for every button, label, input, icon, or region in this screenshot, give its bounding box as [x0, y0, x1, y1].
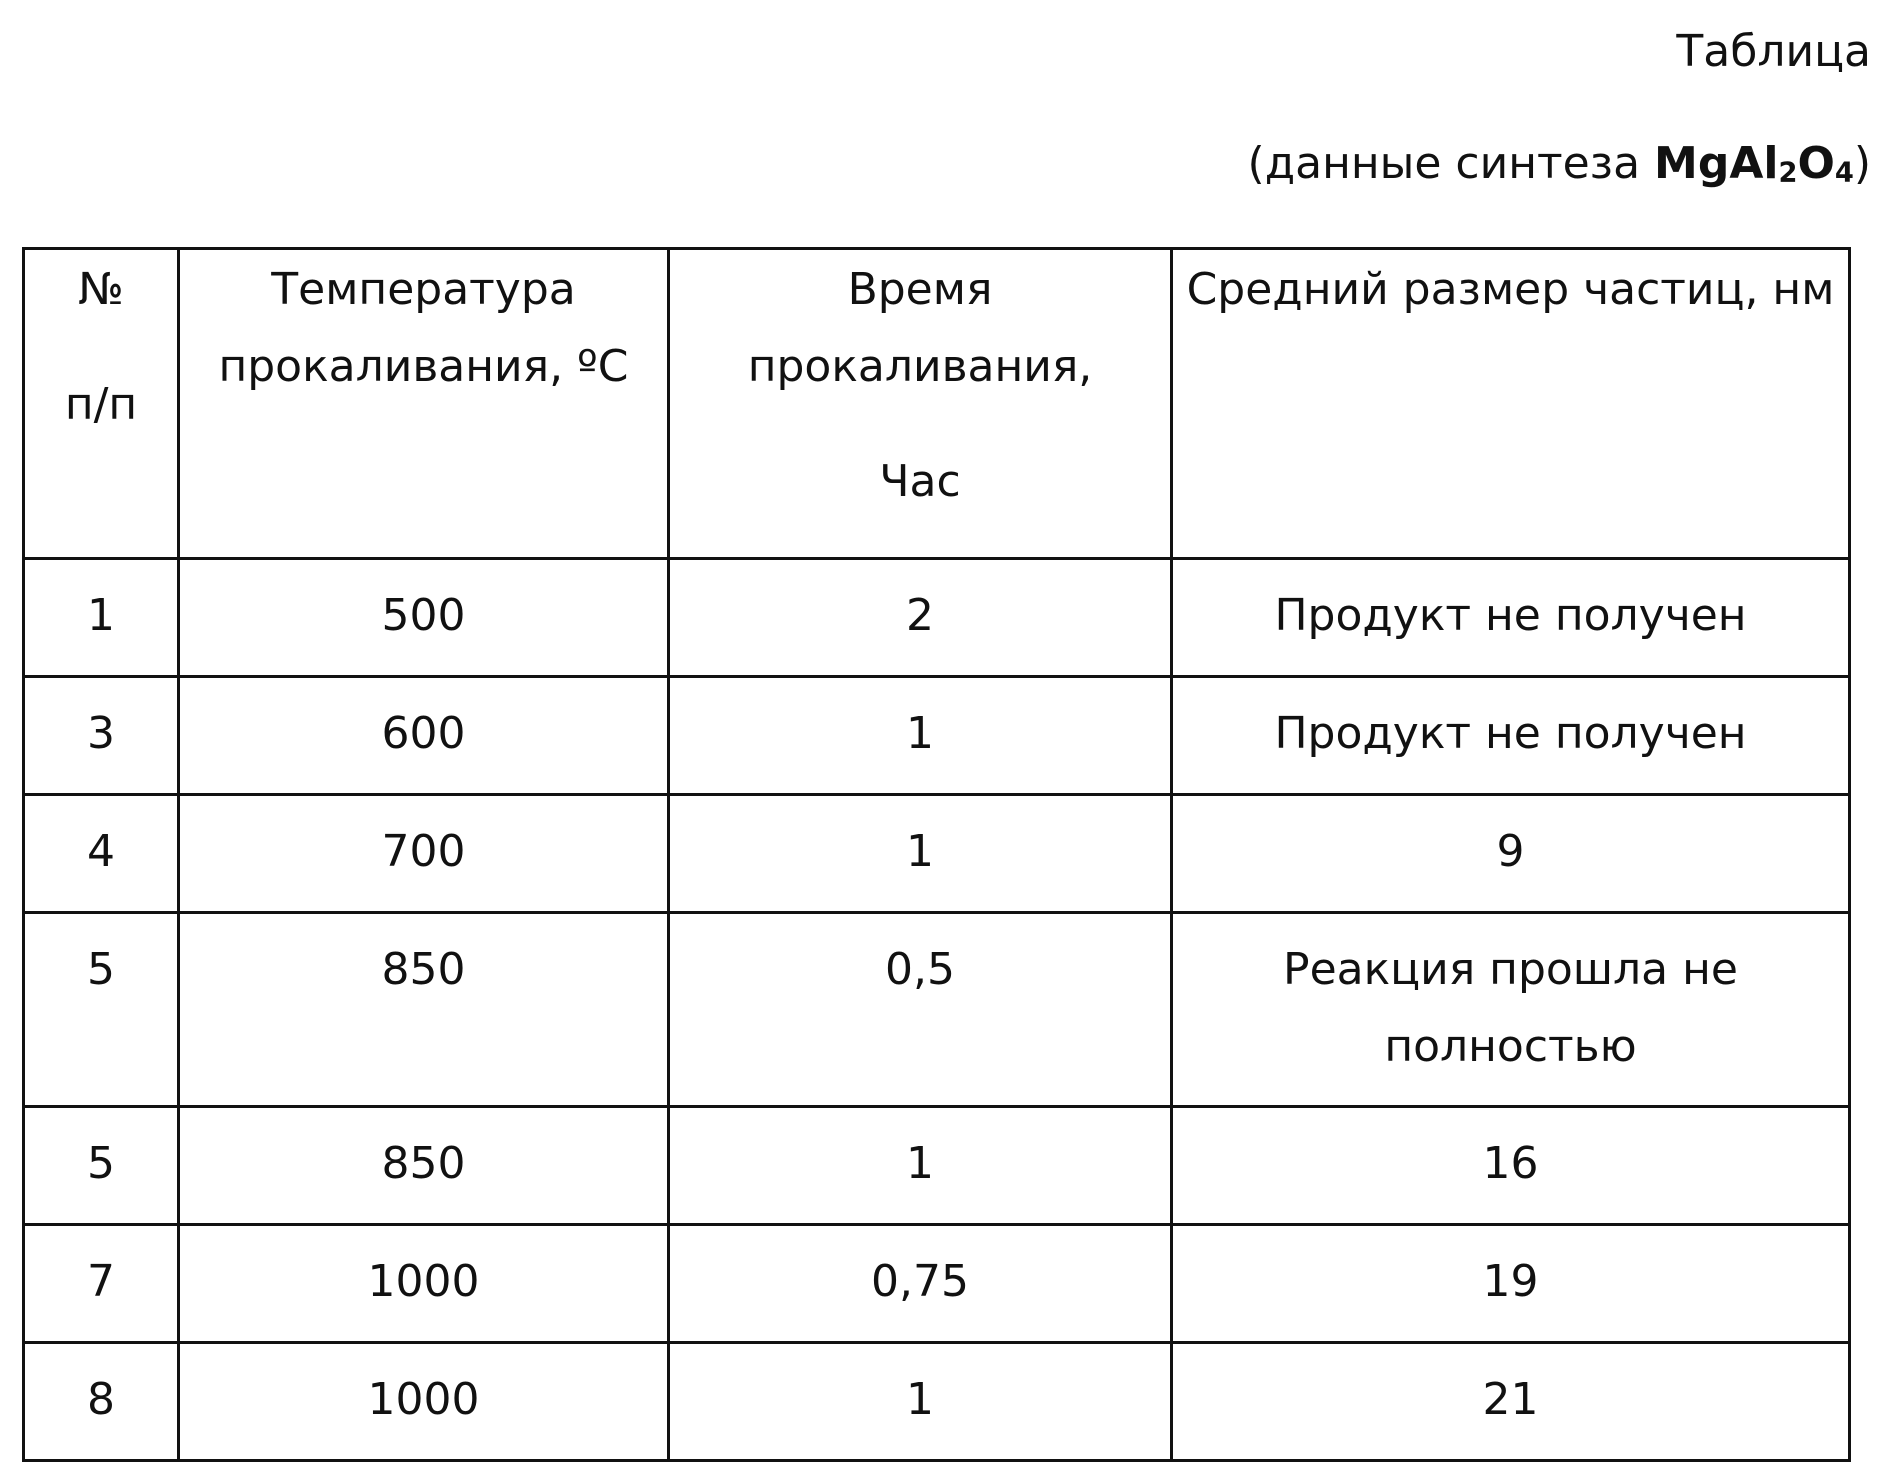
cell-num: 8: [24, 1343, 179, 1461]
result-line: Реакция прошла не: [1283, 944, 1738, 995]
cell-temperature: 850: [179, 913, 669, 1107]
cell-temperature: 850: [179, 1107, 669, 1225]
cell-time: 1: [669, 1107, 1172, 1225]
header-temperature: Температура прокаливания, ºС: [179, 249, 669, 559]
cell-particle-size: [1172, 559, 1850, 677]
table-row: [24, 1225, 1850, 1343]
cell-particle-size: [1172, 677, 1850, 795]
cell-particle-size: [1172, 913, 1850, 1107]
formula-subscript-2: 4: [1834, 157, 1854, 189]
cell-time: 1: [669, 1343, 1172, 1461]
formula-subscript-1: 2: [1778, 157, 1798, 189]
result-line: полностью: [1384, 1021, 1637, 1072]
table-row: [24, 1343, 1850, 1461]
table-row: [24, 795, 1850, 913]
cell-temperature: 1000: [179, 1343, 669, 1461]
cell-temperature: 1000: [179, 1225, 669, 1343]
cell-time: 0,5: [669, 913, 1172, 1107]
header-time: Время прокаливания, Час: [669, 249, 1172, 559]
cell-num: 7: [24, 1225, 179, 1343]
table-header-row: [24, 249, 1850, 559]
table-caption-subtitle: [1247, 138, 1871, 189]
header-particle-size: Средний размер частиц, нм: [1172, 249, 1850, 559]
cell-temperature: 700: [179, 795, 669, 913]
cell-num: 4: [24, 795, 179, 913]
table-row: [24, 913, 1850, 1107]
cell-num: 1: [24, 559, 179, 677]
cell-temperature: 600: [179, 677, 669, 795]
cell-num: 3: [24, 677, 179, 795]
result-line: 16: [1482, 1138, 1539, 1189]
cell-time: 0,75: [669, 1225, 1172, 1343]
cell-time: 1: [669, 677, 1172, 795]
table-row: [24, 1107, 1850, 1225]
chemical-formula: [1654, 138, 1854, 189]
result-line: 21: [1482, 1374, 1539, 1425]
table-body: [24, 559, 1850, 1461]
table-row: [24, 677, 1850, 795]
cell-time: 1: [669, 795, 1172, 913]
cell-num: 5: [24, 913, 179, 1107]
synthesis-data-table: [22, 247, 1851, 1462]
result-line: Продукт не получен: [1274, 590, 1747, 641]
result-line: 9: [1496, 826, 1525, 877]
cell-temperature: 500: [179, 559, 669, 677]
subtitle-suffix: ): [1853, 138, 1871, 189]
header-num: № п/п: [24, 249, 179, 559]
subtitle-prefix: (данные синтеза: [1247, 138, 1655, 189]
formula-part-1: MgAl: [1654, 138, 1779, 189]
cell-time: 2: [669, 559, 1172, 677]
formula-part-2: O: [1797, 138, 1835, 189]
result-line: Продукт не получен: [1274, 708, 1747, 759]
cell-particle-size: [1172, 1343, 1850, 1461]
result-line: 19: [1482, 1256, 1539, 1307]
table-row: [24, 559, 1850, 677]
cell-particle-size: [1172, 795, 1850, 913]
cell-num: 5: [24, 1107, 179, 1225]
cell-particle-size: [1172, 1107, 1850, 1225]
cell-particle-size: [1172, 1225, 1850, 1343]
table-caption-title: Таблица: [1676, 26, 1871, 77]
